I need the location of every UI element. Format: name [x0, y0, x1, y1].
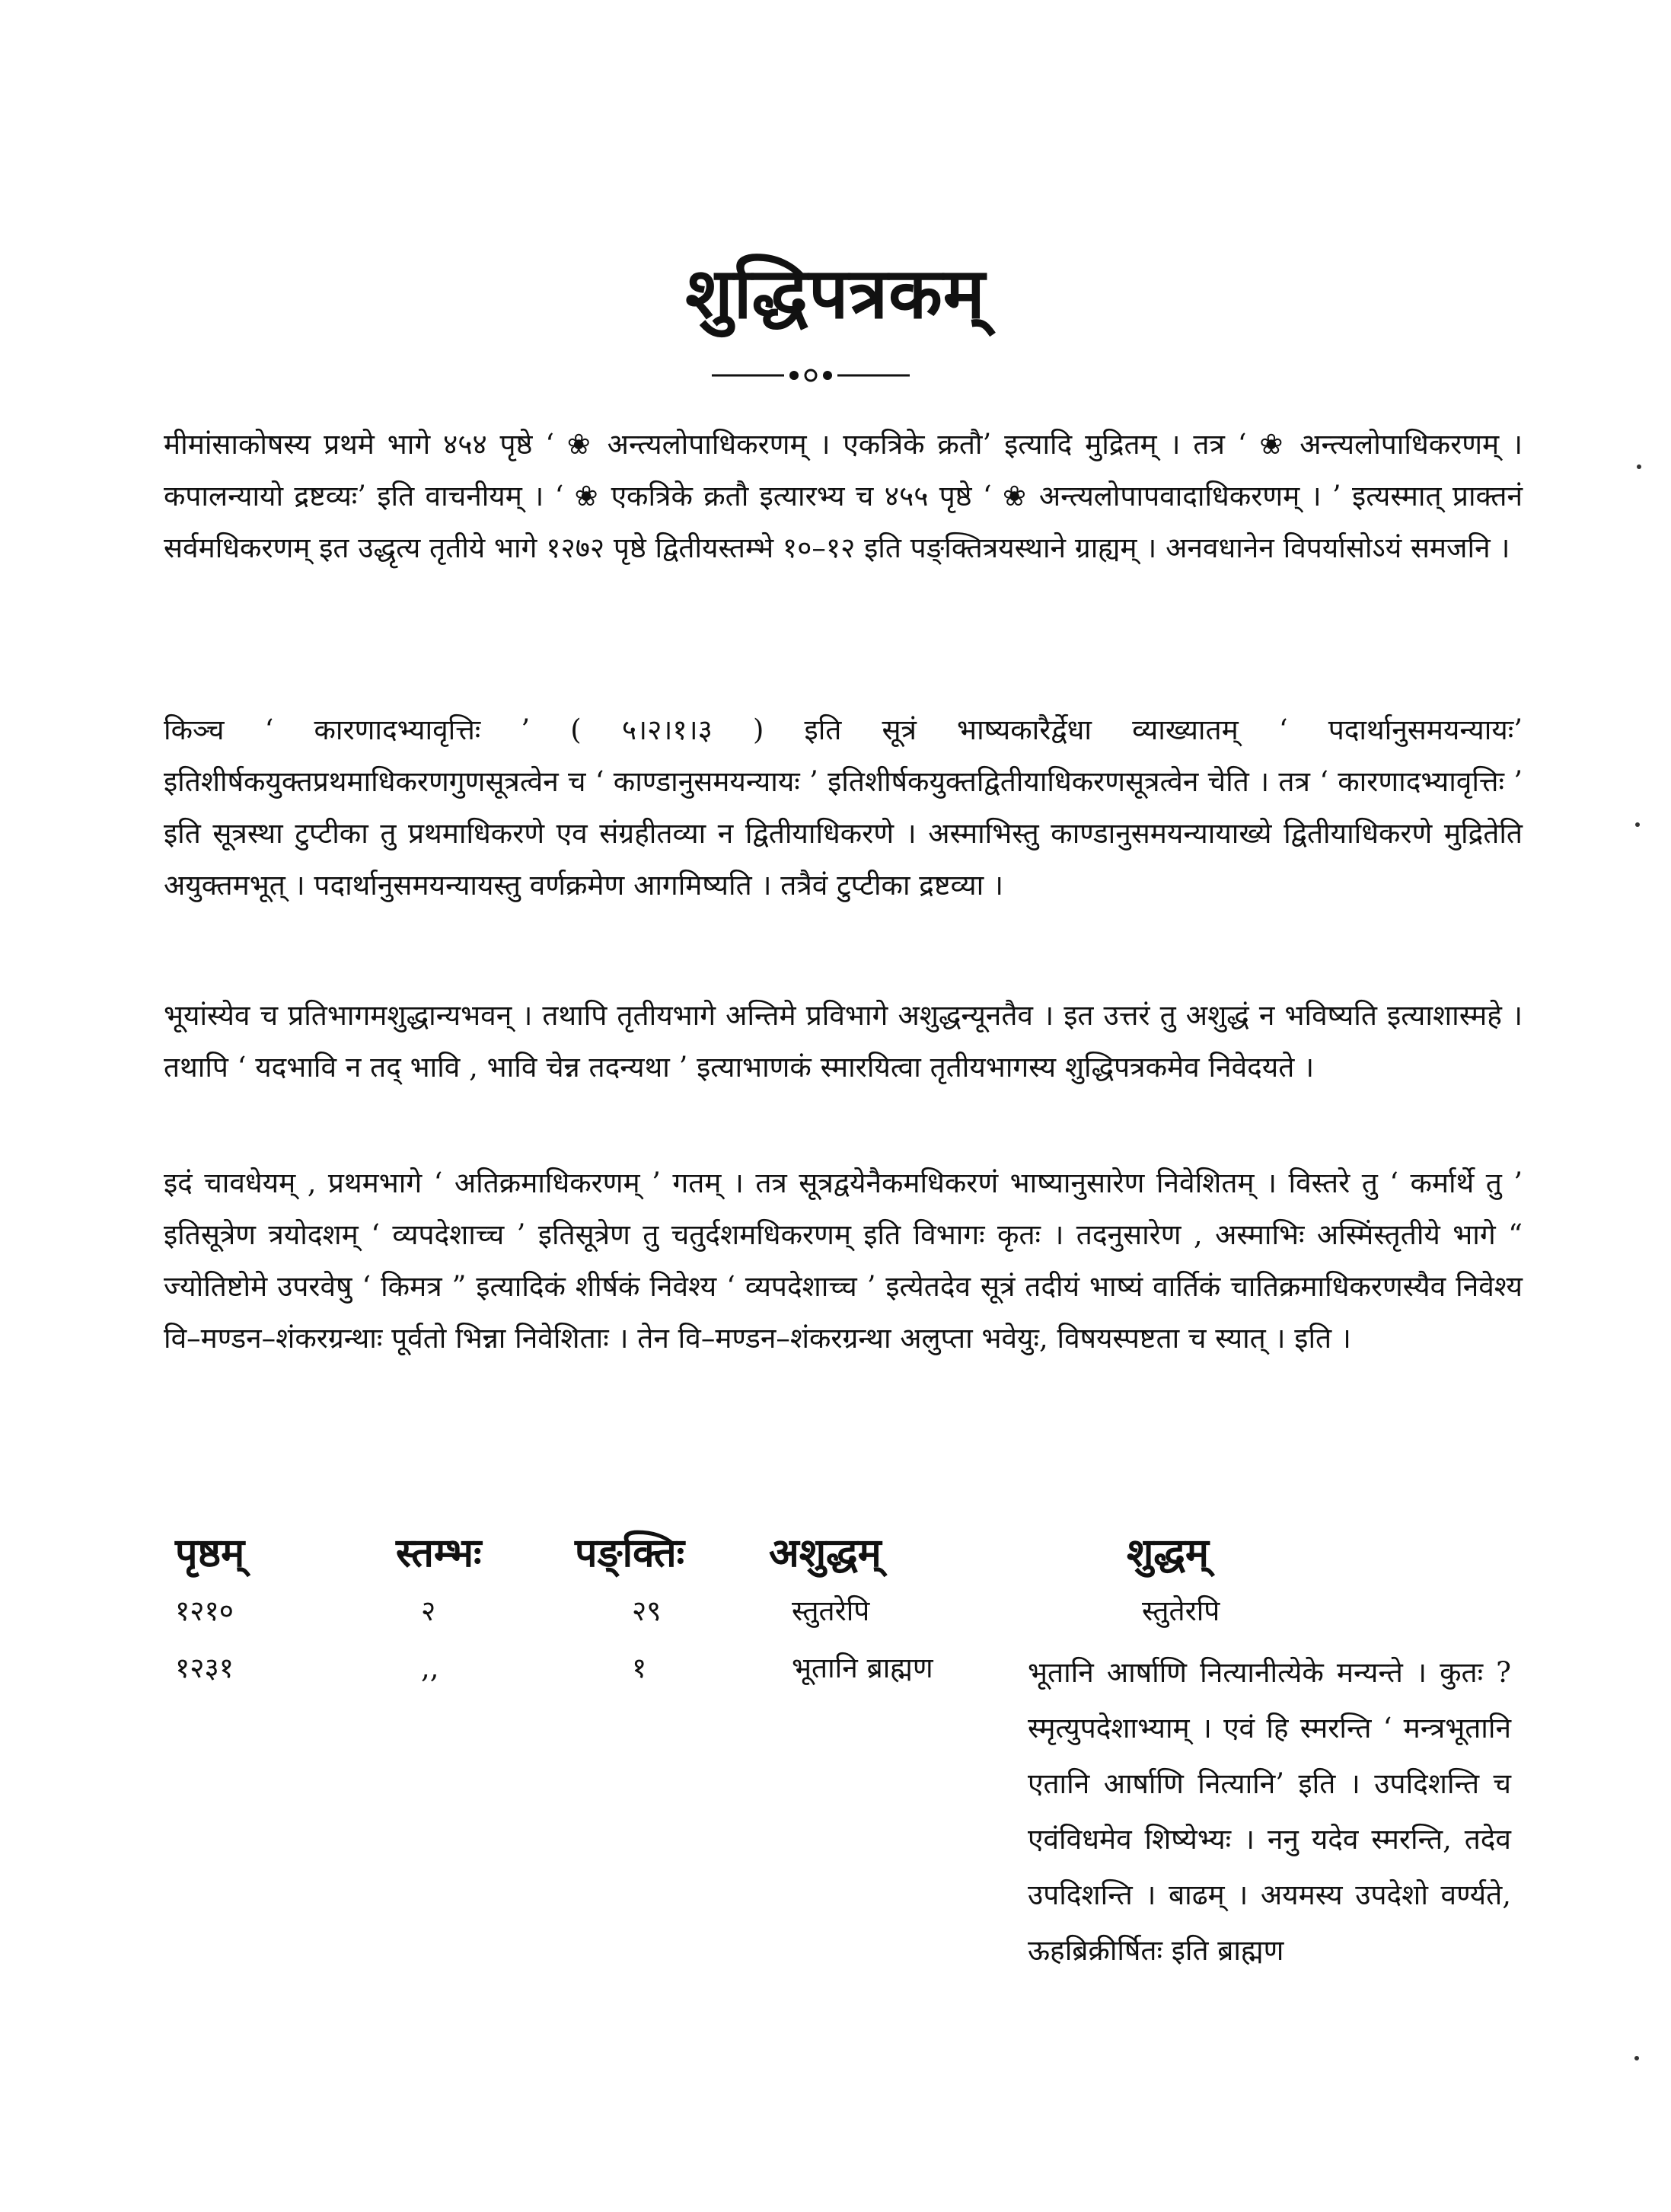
row-2-line: १: [632, 1652, 647, 1684]
row-1-correct: स्तुतेरपि: [1142, 1594, 1220, 1627]
paragraph-1: मीमांसाकोषस्य प्रथमे भागे ४५४ पृष्ठे ‘ ❀ अन्त्यलोपाधिकरणम् । एकत्रिके क्रतौ’ इत्यादि मुद्रितम् । तत्र ‘ ❀ अन्त्यलोपाधिकरणम् । कपालन्यायो द्रष्टव्यः’ इति वाचनीयम् । ‘ ❀ एकत्रिके क्रतौ इत्यारभ्य च ४५५ पृष्ठे ‘ ❀ अन्त्यलोपापवादाधिकरणम् । ’ इत्यस्मात् प्राक्तनं सर्वमधिकरणम् इत उद्धृत्य तृतीये भागे १२७२ पृष्ठे द्वितीयस्तम्भे १०–१२ इति पङ्क्तित्रयस्थाने ग्राह्यम् । अनवधानेन विपर्यासोऽयं समजनि ।: [164, 428, 1523, 564]
header-line: पङ्क्तिः: [575, 1530, 685, 1576]
row-1-line: २९: [632, 1594, 662, 1627]
row-2-correct: भूतानि आर्षाणि नित्यानीत्येके मन्यन्ते । कुतः ? स्मृत्युपदेशाभ्याम् । एवं हि स्मरन्ति ‘ मन्त्रभूतानि एतानि आर्षाणि नित्यानि’ इति । उपदिशन्ति च एवंविधमेव शिष्येभ्यः । ननु यदेव स्मरन्ति, तदेव उपदिशन्ति । बाढम् । अयमस्य उपदेशो वर्ण्यते, ऊहब्रिक्रीर्षितः इति ब्राह्मण: [1028, 1656, 1511, 1967]
row-1-page: १२१०: [175, 1594, 234, 1627]
row-2-column: ,,: [421, 1652, 439, 1684]
paragraph-2: किञ्च ‘ कारणादभ्यावृत्तिः ’ ( ५।२।१।३ ) इति सूत्रं भाष्यकारैर्द्वेधा व्याख्यातम् ‘ पदार्थानुसमयन्यायः’ इतिशीर्षकयुक्तप्रथमाधिकरणगुणसूत्रत्वेन च ‘ काण्डानुसमयन्यायः ’ इतिशीर्षकयुक्तद्वितीयाधिकरणसूत्रत्वेन चेति । तत्र ‘ कारणादभ्यावृत्तिः ’ इति सूत्रस्था टुप्टीका तु प्रथमाधिकरणे एव संग्रहीतव्या न द्वितीयाधिकरणे । अस्माभिस्तु काण्डानुसमयन्यायाख्ये द्वितीयाधिकरणे मुद्रितेति अयुक्तमभूत् । पदार्थानुसमयन्यायस्तु वर्णक्रमेण आगमिष्यति । तत्रैवं टुप्टीका द्रष्टव्या ।: [164, 713, 1523, 902]
header-page: पृष्ठम्: [175, 1530, 245, 1576]
row-1-incorrect: स्तुतरेपि: [792, 1594, 870, 1627]
paragraph-3: भूयांस्येव च प्रतिभागमशुद्धान्यभवन् । तथापि तृतीयभागे अन्तिमे प्रविभागे अशुद्धन्यूनतैव । इत उत्तरं तु अशुद्धं न भविष्यति इत्याशास्महे । तथापि ‘ यदभावि न तद् भावि , भावि चेन्न तदन्यथा ’ इत्याभाणकं स्मारयित्वा तृतीयभागस्य शुद्धिपत्रकमेव निवेदयते ।: [164, 999, 1523, 1084]
page-title: शुद्धिपत्रकम्: [685, 252, 986, 334]
paragraph-4: इदं चावधेयम् , प्रथमभागे ‘ अतिक्रमाधिकरणम् ’ गतम् । तत्र सूत्रद्वयेनैकमधिकरणं भाष्यानुसारेण निवेशितम् । विस्तरे तु ‘ कर्मार्थे तु ’ इतिसूत्रेण त्रयोदशम् ‘ व्यपदेशाच्च ’ इतिसूत्रेण तु चतुर्दशमधिकरणम् इति विभागः कृतः । तदनुसारेण , अस्माभिः अस्मिंस्तृतीये भागे “ ज्योतिष्टोमे उपरवेषु ‘ किमत्र ” इत्यादिकं शीर्षकं निवेश्य ‘ व्यपदेशाच्च ’ इत्येतदेव सूत्रं तदीयं भाष्यं वार्तिकं चातिक्रमाधिकरणस्यैव निवेश्य वि–मण्डन–शंकरग्रन्थाः पूर्वतो भिन्ना निवेशिताः । तेन वि–मण्डन–शंकरग्रन्था अलुप्ता भवेयुः, विषयस्पष्टता च स्यात् । इति ।: [164, 1167, 1523, 1355]
row-2-page: १२३१: [175, 1652, 234, 1684]
title-ornament: [712, 364, 910, 387]
row-1-column: २: [421, 1594, 436, 1627]
scan-speck: [1637, 464, 1641, 469]
header-correct: शुद्धम्: [1127, 1530, 1210, 1576]
row-2-incorrect: भूतानि ब्राह्मण: [792, 1652, 933, 1684]
scan-speck: [1634, 2056, 1639, 2060]
header-column: स्तम्भः: [396, 1530, 482, 1576]
scan-speck: [1635, 822, 1640, 827]
header-incorrect: अशुद्धम्: [769, 1530, 882, 1576]
